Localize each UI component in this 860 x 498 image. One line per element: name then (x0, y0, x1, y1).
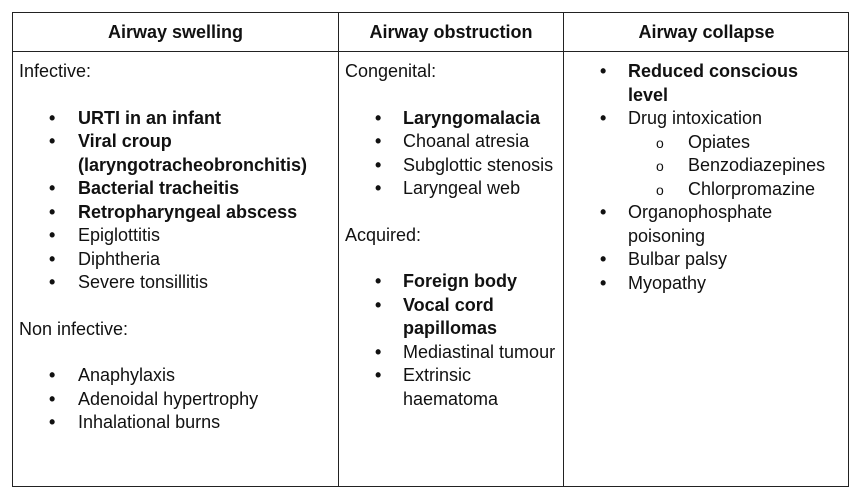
acquired-list (345, 270, 557, 411)
column-header: Airway swelling (13, 13, 338, 52)
list-item: • Subglottic stenosis (345, 154, 557, 178)
column-header: Airway obstruction (339, 13, 563, 52)
list-item: • Inhalational burns (19, 411, 332, 435)
sub-list-item: o Opiates (570, 131, 843, 155)
column-body (13, 52, 338, 486)
section-title: Infective: (19, 61, 92, 81)
causes-table (12, 12, 849, 487)
drug-sub-list (570, 131, 843, 202)
column-airway-collapse (563, 13, 849, 486)
list-item: • Laryngomalacia (345, 107, 557, 131)
list-item: • URTI in an infant (19, 107, 332, 131)
list-item: • Anaphylaxis (19, 364, 332, 388)
section-title: Congenital: (345, 61, 437, 81)
sub-list-item: o Benzodiazepines (570, 154, 843, 178)
list-item: • Organophosphate poisoning (570, 201, 843, 248)
list-item: • Myopathy (570, 272, 843, 296)
list-item: • Foreign body (345, 270, 557, 294)
column-airway-swelling (13, 13, 338, 486)
list-item: • Epiglottitis (19, 224, 332, 248)
list-item: • Adenoidal hypertrophy (19, 388, 332, 412)
list-item: • Extrinsic haematoma (345, 364, 557, 411)
list-item: • Viral croup (laryngotracheobronchitis) (19, 130, 332, 177)
list-item: • Reduced conscious level (570, 60, 843, 107)
section-title: Acquired: (345, 224, 422, 245)
collapse-list-continued (570, 201, 843, 295)
column-header: Airway collapse (564, 13, 849, 52)
list-item: • Vocal cord papillomas (345, 294, 557, 341)
list-item: • Retropharyngeal abscess (19, 201, 332, 225)
column-body (339, 52, 563, 486)
section-title: Non infective: (19, 318, 129, 339)
column-body (564, 52, 849, 486)
sub-list-item: o Chlorpromazine (570, 178, 843, 202)
list-item (570, 107, 843, 131)
list-item: • Bacterial tracheitis (19, 177, 332, 201)
congenital-list (345, 107, 557, 201)
non-infective-list (19, 364, 332, 435)
list-item: • Laryngeal web (345, 177, 557, 201)
list-item: • Choanal atresia (345, 130, 557, 154)
list-item: • Severe tonsillitis (19, 271, 332, 295)
list-item: • Bulbar palsy (570, 248, 843, 272)
list-item: • Diphtheria (19, 248, 332, 272)
list-item: • Mediastinal tumour (345, 341, 557, 365)
infective-list (19, 107, 332, 295)
list-item-label: Drug intoxication (628, 108, 763, 128)
collapse-list (570, 60, 843, 131)
column-airway-obstruction (338, 13, 563, 486)
